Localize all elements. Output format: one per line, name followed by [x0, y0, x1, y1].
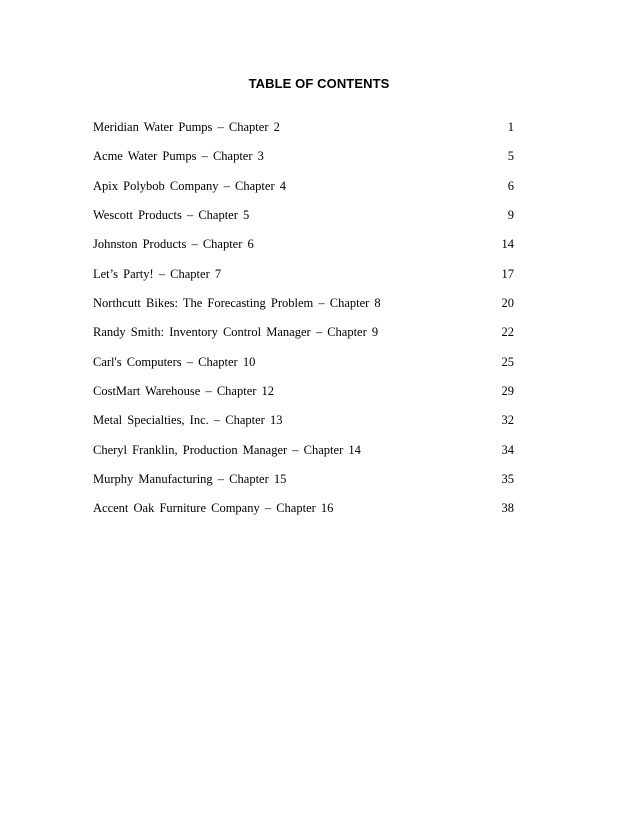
- toc-entry-title: CostMart Warehouse – Chapter 12: [93, 384, 275, 399]
- toc-entry: [93, 384, 514, 413]
- toc-entry-title: Randy Smith: Inventory Control Manager – Chapter 9: [93, 325, 379, 340]
- page-title: TABLE OF CONTENTS: [248, 76, 390, 91]
- toc-entry-title: Murphy Manufacturing – Chapter 15: [93, 472, 287, 487]
- toc-entry-title: Acme Water Pumps – Chapter 3: [93, 149, 264, 164]
- toc-entry-title: Carl's Computers – Chapter 10: [93, 354, 256, 369]
- toc-entry-title: Let’s Party! – Chapter 7: [93, 266, 222, 281]
- toc-entry-title: Accent Oak Furniture Company – Chapter 16: [93, 501, 334, 516]
- toc-entry-page-number: 9: [507, 208, 514, 223]
- toc-entry: [93, 208, 514, 237]
- toc-entry: [93, 413, 514, 442]
- toc-entry-page-number: 6: [507, 178, 514, 193]
- toc-entry-title: Northcutt Bikes: The Forecasting Problem – Chapter 8: [93, 296, 381, 311]
- toc-entry: [93, 120, 514, 149]
- toc-entry: [93, 443, 514, 472]
- toc-entry-title: Metal Specialties, Inc. – Chapter 13: [93, 413, 283, 428]
- toc-entry-page-number: 1: [507, 120, 514, 134]
- toc-entry: [93, 179, 514, 208]
- toc-entry-title: Wescott Products – Chapter 5: [93, 208, 250, 223]
- toc-entry-page-number: 25: [501, 354, 514, 369]
- toc-entry-page-number: 22: [501, 325, 514, 340]
- toc-entry-page-number: 29: [501, 384, 514, 399]
- toc-entry-page-number: 17: [501, 266, 514, 281]
- toc-entry-title: Cheryl Franklin, Production Manager – Chapter 14: [93, 442, 361, 457]
- toc-entry: [93, 501, 514, 530]
- toc-entry: [93, 296, 514, 325]
- toc-entry: [93, 355, 514, 384]
- toc-entry: [93, 325, 514, 354]
- toc-list: [93, 120, 514, 531]
- toc-entry-page-number: 35: [501, 472, 514, 487]
- toc-entry-title: Meridian Water Pumps – Chapter 2: [93, 120, 280, 134]
- toc-entry-title: Apix Polybob Company – Chapter 4: [93, 178, 286, 193]
- toc-entry-page-number: 14: [501, 237, 514, 252]
- toc-entry: [93, 149, 514, 178]
- toc-entry-page-number: 34: [501, 442, 514, 457]
- toc-entry: [93, 237, 514, 266]
- toc-entry-page-number: 5: [507, 149, 514, 164]
- toc-entry: [93, 472, 514, 501]
- toc-entry-page-number: 32: [501, 413, 514, 428]
- toc-entry-page-number: 38: [501, 501, 514, 516]
- toc-entry: [93, 267, 514, 296]
- toc-entry-title: Johnston Products – Chapter 6: [93, 237, 254, 252]
- toc-entry-page-number: 20: [501, 296, 514, 311]
